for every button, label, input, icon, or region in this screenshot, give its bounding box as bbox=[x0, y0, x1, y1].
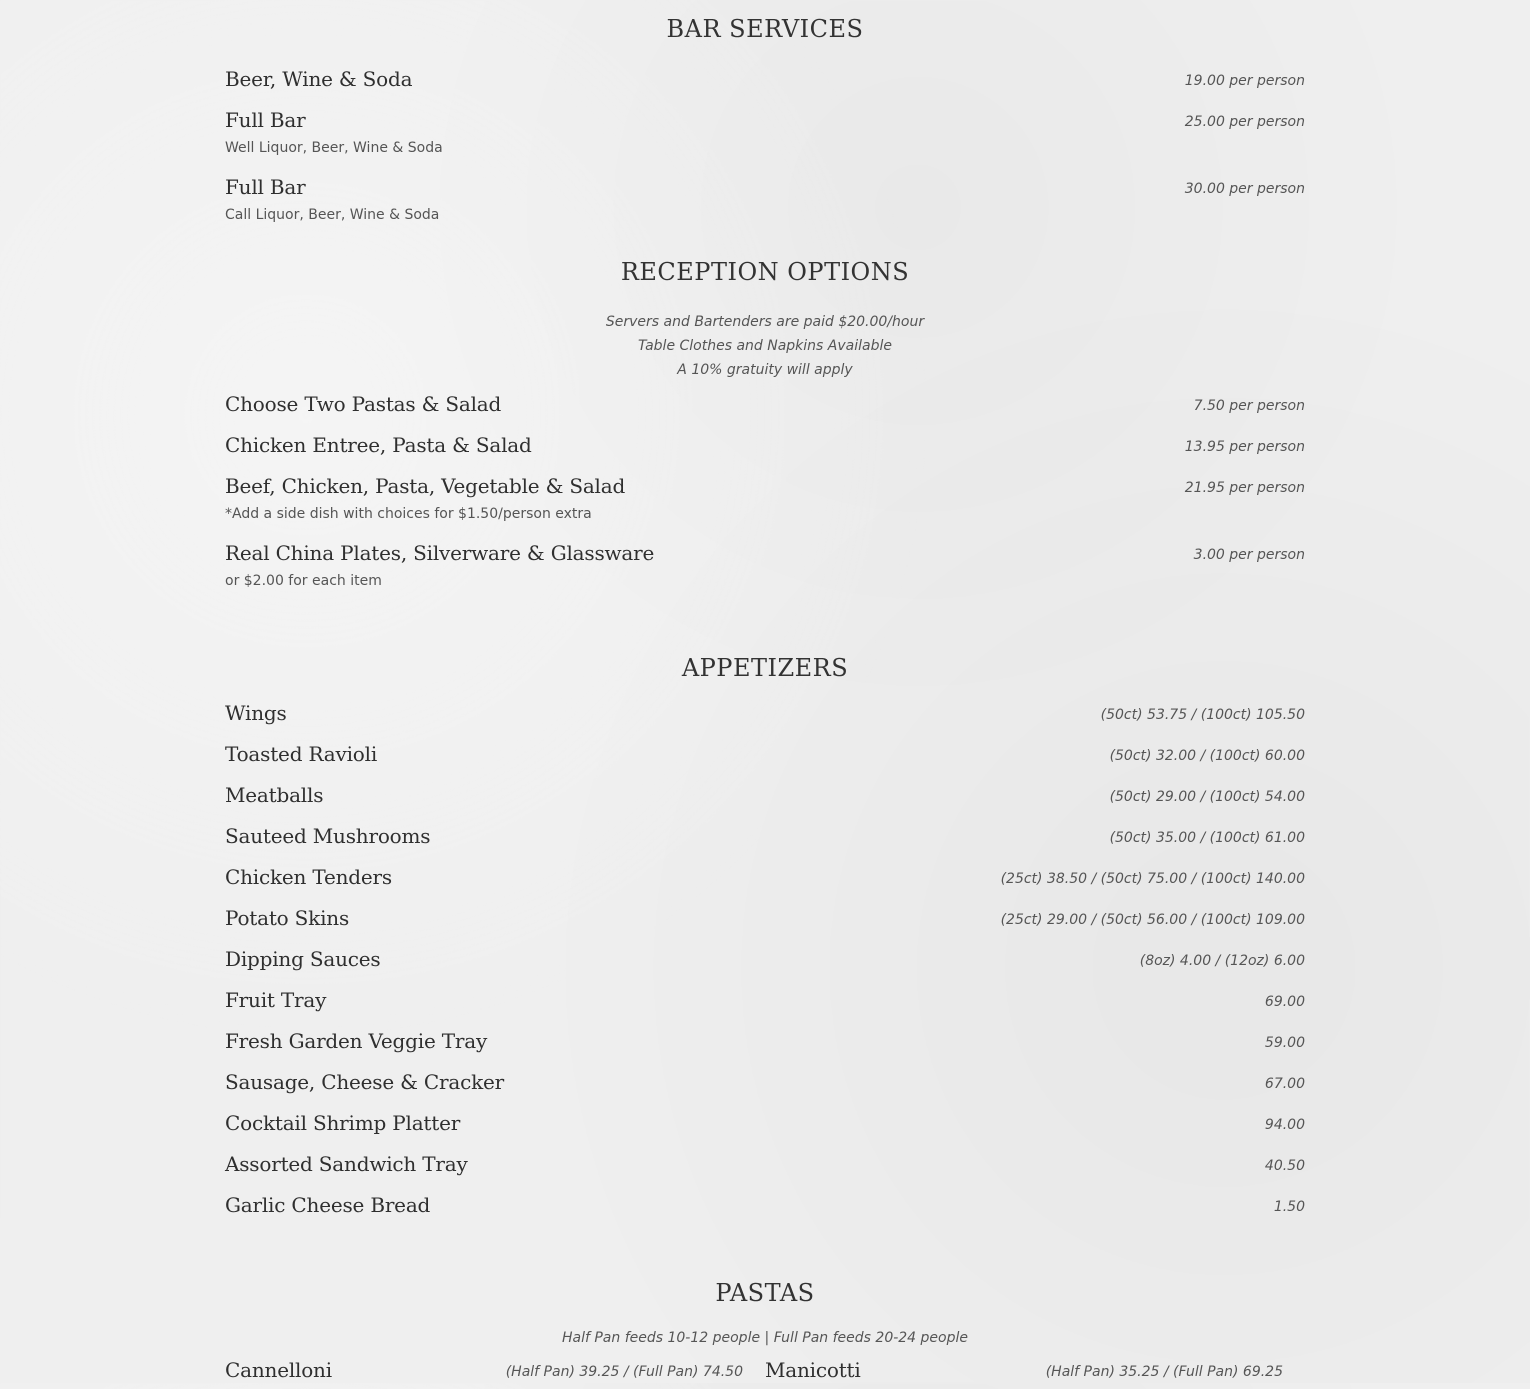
menu-item bbox=[225, 540, 1305, 607]
menu-item bbox=[225, 823, 1305, 864]
item-name: Full Bar bbox=[225, 175, 306, 199]
item-description: Call Liquor, Beer, Wine & Soda bbox=[225, 207, 440, 223]
menu-item bbox=[225, 1151, 1305, 1192]
item-price: 21.95 per person bbox=[1184, 480, 1305, 496]
item-price: 30.00 per person bbox=[1184, 181, 1305, 197]
item-name: Choose Two Pastas & Salad bbox=[225, 392, 502, 416]
menu-item bbox=[225, 1110, 1305, 1151]
section-title-reception-options: RECEPTION OPTIONS bbox=[620, 258, 910, 286]
item-price: 67.00 bbox=[1264, 1076, 1305, 1092]
reception-note: A 10% gratuity will apply bbox=[677, 362, 853, 378]
item-price: 40.50 bbox=[1264, 1158, 1305, 1174]
menu-item bbox=[225, 1069, 1305, 1110]
item-price: (50ct) 29.00 / (100ct) 54.00 bbox=[1109, 789, 1305, 805]
item-price: (50ct) 35.00 / (100ct) 61.00 bbox=[1109, 830, 1305, 846]
item-name: Fruit Tray bbox=[225, 988, 327, 1012]
item-price: (8oz) 4.00 / (12oz) 6.00 bbox=[1139, 953, 1305, 969]
menu-item bbox=[225, 905, 1305, 946]
item-name: Wings bbox=[225, 701, 287, 725]
section-title-appetizers: APPETIZERS bbox=[681, 654, 849, 682]
item-description: Well Liquor, Beer, Wine & Soda bbox=[225, 140, 443, 156]
menu-item bbox=[225, 432, 1305, 473]
item-price: 25.00 per person bbox=[1184, 114, 1305, 130]
appetizers-section bbox=[225, 653, 1305, 683]
item-name: Beer, Wine & Soda bbox=[225, 67, 413, 91]
menu-item bbox=[225, 864, 1305, 905]
menu-item bbox=[225, 987, 1305, 1028]
item-name: Chicken Entree, Pasta & Salad bbox=[225, 433, 532, 457]
item-name: Manicotti bbox=[765, 1358, 861, 1382]
section-title-pastas: PASTAS bbox=[715, 1279, 815, 1307]
pastas-section bbox=[225, 1278, 1305, 1308]
menu-item bbox=[225, 174, 1305, 241]
menu-item bbox=[225, 782, 1305, 823]
menu-item bbox=[225, 391, 1305, 432]
item-price: 94.00 bbox=[1264, 1117, 1305, 1133]
item-name: Sauteed Mushrooms bbox=[225, 824, 431, 848]
item-name: Assorted Sandwich Tray bbox=[225, 1152, 468, 1176]
item-description: or $2.00 for each item bbox=[225, 573, 382, 589]
reception-items bbox=[225, 391, 1305, 607]
item-price: 13.95 per person bbox=[1184, 439, 1305, 455]
appetizer-items bbox=[225, 700, 1305, 1233]
menu-item bbox=[225, 700, 1305, 741]
menu-item bbox=[225, 473, 1305, 540]
menu-item bbox=[225, 946, 1305, 987]
item-price: (25ct) 38.50 / (50ct) 75.00 / (100ct) 140.00 bbox=[1000, 871, 1305, 887]
item-name: Full Bar bbox=[225, 108, 306, 132]
item-name: Potato Skins bbox=[225, 906, 350, 930]
item-price: 19.00 per person bbox=[1184, 73, 1305, 89]
item-price: 59.00 bbox=[1264, 1035, 1305, 1051]
reception-note: Servers and Bartenders are paid $20.00/hour bbox=[605, 314, 925, 330]
item-price: 3.00 per person bbox=[1193, 547, 1305, 563]
menu-item bbox=[225, 741, 1305, 782]
item-price: 69.00 bbox=[1264, 994, 1305, 1010]
pastas-note bbox=[225, 1326, 1305, 1350]
item-name: Dipping Sauces bbox=[225, 947, 381, 971]
reception-note: Table Clothes and Napkins Available bbox=[638, 338, 892, 354]
menu-item bbox=[225, 107, 1305, 174]
menu-item bbox=[225, 66, 1305, 107]
menu-item bbox=[765, 1359, 1283, 1389]
bar-services-items bbox=[225, 66, 1305, 241]
item-name: Real China Plates, Silverware & Glassware bbox=[225, 541, 655, 565]
item-name: Fresh Garden Veggie Tray bbox=[225, 1029, 488, 1053]
pasta-items bbox=[225, 1359, 1305, 1389]
menu-item bbox=[225, 1359, 743, 1389]
reception-section bbox=[225, 257, 1305, 287]
item-price: 1.50 bbox=[1273, 1199, 1305, 1215]
item-price: (50ct) 53.75 / (100ct) 105.50 bbox=[1100, 707, 1305, 723]
item-description: *Add a side dish with choices for $1.50/person extra bbox=[225, 506, 592, 522]
item-price: (25ct) 29.00 / (50ct) 56.00 / (100ct) 109.00 bbox=[1000, 912, 1305, 928]
item-name: Cocktail Shrimp Platter bbox=[225, 1111, 461, 1135]
item-name: Chicken Tenders bbox=[225, 865, 392, 889]
item-name: Meatballs bbox=[225, 783, 324, 807]
item-price: (Half Pan) 39.25 / (Full Pan) 74.50 bbox=[505, 1364, 743, 1380]
item-name: Garlic Cheese Bread bbox=[225, 1193, 431, 1217]
reception-notes bbox=[225, 310, 1305, 382]
item-price: 7.50 per person bbox=[1193, 398, 1305, 414]
pastas-serving-note: Half Pan feeds 10-12 people | Full Pan feeds 20-24 people bbox=[561, 1330, 968, 1346]
item-price: (50ct) 32.00 / (100ct) 60.00 bbox=[1109, 748, 1305, 764]
item-name: Beef, Chicken, Pasta, Vegetable & Salad bbox=[225, 474, 626, 498]
item-price: (Half Pan) 35.25 / (Full Pan) 69.25 bbox=[1045, 1364, 1283, 1380]
item-name: Toasted Ravioli bbox=[225, 742, 378, 766]
section-title-bar-services: BAR SERVICES bbox=[666, 15, 864, 43]
menu-item bbox=[225, 1028, 1305, 1069]
bar-services-section bbox=[225, 14, 1305, 44]
item-name: Sausage, Cheese & Cracker bbox=[225, 1070, 505, 1094]
menu-item bbox=[225, 1192, 1305, 1233]
item-name: Cannelloni bbox=[225, 1358, 332, 1382]
